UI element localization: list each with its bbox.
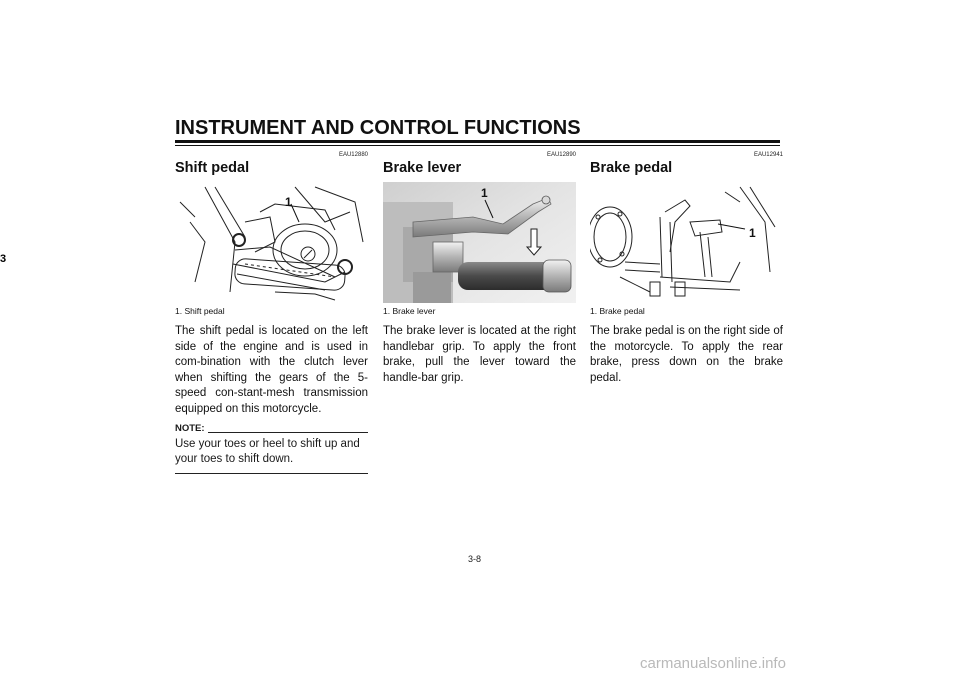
figure-caption: 1. Shift pedal bbox=[175, 306, 225, 316]
header-rule-thin bbox=[175, 145, 780, 146]
shift-pedal-figure bbox=[175, 182, 368, 303]
watermark: carmanualsonline.info bbox=[640, 655, 786, 672]
callout-label: 1 bbox=[481, 186, 488, 200]
page-header-title: INSTRUMENT AND CONTROL FUNCTIONS bbox=[175, 117, 581, 139]
section-brake-pedal bbox=[590, 150, 783, 386]
brake-pedal-figure bbox=[590, 182, 783, 303]
section-title: Shift pedal bbox=[175, 160, 250, 176]
section-title: Brake pedal bbox=[590, 160, 673, 176]
section-code: EAU12880 bbox=[338, 152, 368, 158]
section-shift-pedal bbox=[175, 150, 368, 474]
brake-pedal-illustration bbox=[590, 182, 783, 303]
section-brake-lever bbox=[383, 150, 576, 386]
figure-caption: 1. Brake lever bbox=[383, 306, 436, 316]
section-code: EAU12941 bbox=[753, 152, 783, 158]
header-rule bbox=[175, 140, 780, 143]
shift-pedal-illustration bbox=[175, 182, 368, 303]
note-label: NOTE: bbox=[175, 422, 205, 434]
section-code: EAU12890 bbox=[546, 152, 576, 158]
section-body: The brake pedal is on the right side of the motorcycle. To apply the rear brake, press down on the brake pedal. bbox=[590, 325, 783, 384]
page-number: 3-8 bbox=[468, 554, 482, 564]
note-rule-top bbox=[208, 432, 368, 433]
brake-lever-photo bbox=[383, 182, 576, 303]
brake-lever-figure bbox=[383, 182, 576, 303]
figure-caption: 1. Brake pedal bbox=[590, 306, 645, 316]
section-body: The shift pedal is located on the left side of the engine and is used in com-bination with the clutch lever when shifting the gears of the 5-speed con-stant-mesh transmission equipped on this motorcycle. bbox=[175, 325, 368, 415]
note-box bbox=[175, 423, 368, 474]
callout-label: 1 bbox=[749, 226, 756, 240]
callout-label: 1 bbox=[285, 195, 292, 209]
note-text: Use your toes or heel to shift up and your toes to shift down. bbox=[175, 437, 360, 466]
section-title: Brake lever bbox=[383, 160, 462, 176]
chapter-tab: 3 bbox=[0, 253, 7, 265]
section-body: The brake lever is located at the right handlebar grip. To apply the front brake, pull the lever toward the handle-bar grip. bbox=[383, 325, 576, 384]
note-rule-bottom bbox=[175, 473, 368, 474]
